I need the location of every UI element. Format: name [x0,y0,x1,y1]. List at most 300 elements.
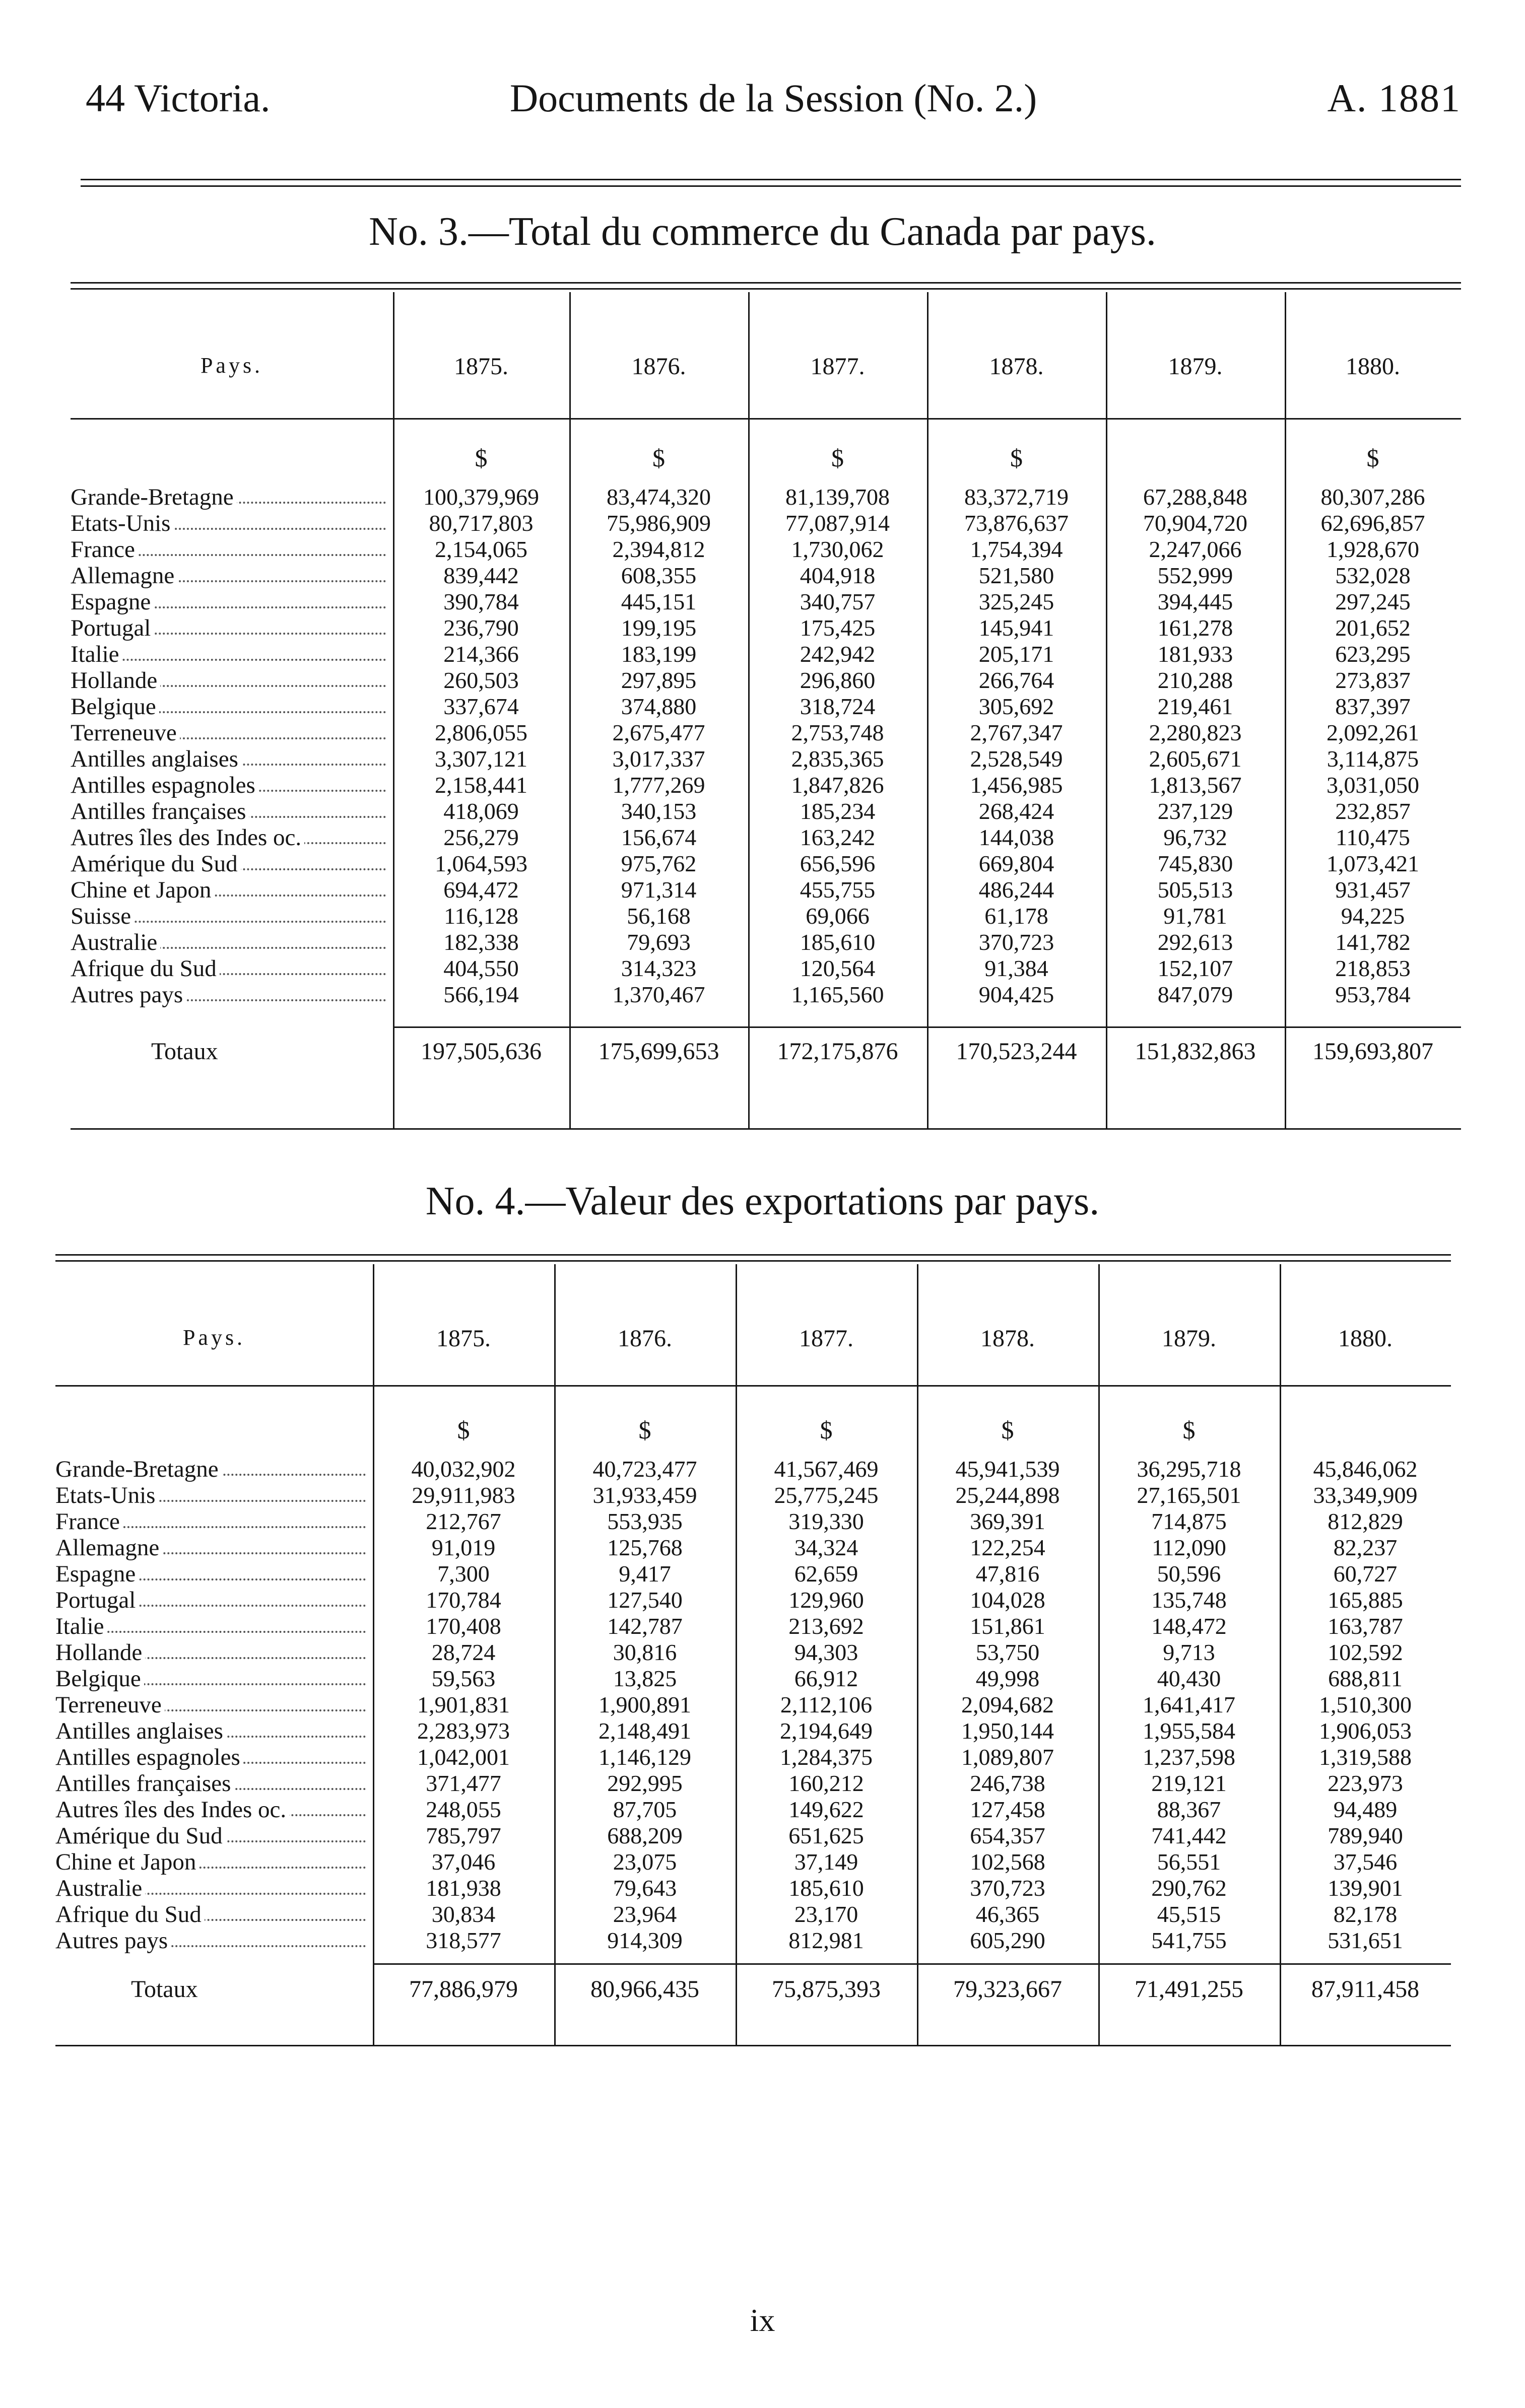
country-name [71,641,386,667]
value-cell: 163,787 [1328,1613,1403,1639]
value-cell: 60,727 [1333,1561,1398,1587]
currency-symbol: $ [638,1416,651,1444]
value-cell: 102,592 [1328,1639,1403,1665]
value-cell: 292,995 [607,1770,683,1796]
value-cell: 79,693 [627,929,691,955]
country-label: Espagne [71,589,154,614]
value-cell: 812,829 [1328,1508,1403,1534]
value-cell: 1,900,891 [599,1692,691,1717]
value-cell: 81,139,708 [785,484,890,510]
country-name [71,824,386,850]
year-header: 1876. [631,353,686,380]
value-cell: 2,528,549 [970,746,1063,772]
year-header: 1876. [618,1325,672,1352]
country-label: Allemagne [71,563,177,588]
value-cell: 242,942 [800,641,876,667]
value-cell: 214,366 [443,641,519,667]
value-cell: 1,950,144 [961,1718,1054,1744]
value-cell: 40,723,477 [592,1456,697,1482]
value-cell: 9,417 [619,1561,671,1587]
page-header [86,76,1461,131]
country-label: Etats-Unis [71,510,173,536]
value-cell: 812,981 [788,1928,864,1953]
value-cell: 1,777,269 [612,772,705,798]
country-name [55,1587,366,1613]
value-cell: 219,121 [1151,1770,1227,1796]
table4-title: No. 4.—Valeur des exportations par pays. [425,1179,1100,1223]
totals-label: Totaux [131,1976,198,2003]
value-cell: 340,757 [800,589,876,614]
value-cell: 789,940 [1328,1823,1403,1848]
currency-symbol: $ [1182,1416,1196,1444]
country-name [55,1613,366,1639]
value-cell: 1,165,560 [791,982,884,1007]
value-cell: 67,288,848 [1143,484,1247,510]
year-header: 1878. [980,1325,1035,1352]
value-cell: 688,209 [607,1823,683,1848]
country-label: France [55,1508,123,1534]
value-cell: 1,510,300 [1319,1692,1412,1717]
value-cell: 2,767,347 [970,720,1063,745]
country-label: Amérique du Sud [55,1823,226,1848]
value-cell: 100,379,969 [423,484,539,510]
value-cell: 66,912 [794,1666,858,1691]
value-cell: 2,094,682 [961,1692,1054,1717]
value-cell: 149,622 [788,1797,864,1822]
value-cell: 1,906,053 [1319,1718,1412,1744]
value-cell: 2,280,823 [1149,720,1242,745]
value-cell: 1,813,567 [1149,772,1242,798]
value-cell: 45,941,539 [955,1456,1060,1482]
page-number: ix [750,2302,775,2338]
value-cell: 914,309 [607,1928,683,1953]
value-cell: 94,225 [1341,903,1405,929]
country-label: Belgique [71,694,159,719]
value-cell: 205,171 [978,641,1054,667]
value-cell: 82,237 [1333,1535,1398,1560]
total-value: 175,699,653 [598,1038,719,1065]
value-cell: 2,247,066 [1149,536,1242,562]
bottom-rule [55,2045,1451,2046]
country-label: Grande-Bretagne [55,1456,222,1482]
value-cell: 56,168 [627,903,691,929]
value-cell: 56,551 [1157,1849,1221,1875]
value-cell: 9,713 [1163,1639,1215,1665]
value-cell: 141,782 [1335,929,1411,955]
currency-symbol: $ [1001,1416,1014,1444]
value-cell: 46,365 [975,1901,1040,1927]
value-cell: 2,154,065 [435,536,527,562]
country-name [55,1796,366,1822]
value-cell: 541,755 [1151,1928,1227,1953]
country-name [55,1927,366,1953]
value-cell: 28,724 [431,1639,496,1665]
value-cell: 127,540 [607,1587,683,1613]
value-cell: 23,075 [613,1849,677,1875]
value-cell: 318,724 [800,694,876,719]
country-label: Antilles anglaises [71,746,241,772]
country-label: Antilles espagnoles [55,1744,243,1770]
country-name [55,1770,366,1796]
table4 [55,1254,1451,2070]
value-cell: 181,933 [1157,641,1233,667]
value-cell: 80,717,803 [429,510,534,536]
currency-symbol: $ [475,444,488,472]
value-cell: 837,397 [1335,694,1411,719]
value-cell: 445,151 [621,589,697,614]
value-cell: 144,038 [978,824,1054,850]
value-cell: 45,846,062 [1313,1456,1418,1482]
value-cell: 41,567,469 [774,1456,879,1482]
table3 [71,282,1461,1148]
value-cell: 394,445 [1157,589,1233,614]
bottom-rule [71,1128,1461,1130]
country-label: Australie [55,1875,145,1901]
country-name [71,850,386,876]
value-cell: 273,837 [1335,667,1411,693]
value-cell: 36,295,718 [1137,1456,1241,1482]
value-cell: 553,935 [607,1508,683,1534]
country-name [55,1508,366,1534]
value-cell: 260,503 [443,667,519,693]
value-cell: 145,941 [978,615,1054,641]
value-cell: 125,768 [607,1535,683,1560]
country-name [55,1534,366,1560]
year-header: 1879. [1168,353,1223,380]
value-cell: 785,797 [426,1823,501,1848]
total-value: 71,491,255 [1135,1976,1243,2003]
value-cell: 102,568 [970,1849,1045,1875]
value-cell: 741,442 [1151,1823,1227,1848]
value-cell: 91,384 [984,955,1048,981]
year-header: 1879. [1162,1325,1216,1352]
year-header: 1880. [1338,1325,1393,1352]
value-cell: 40,430 [1157,1666,1221,1691]
value-cell: 79,643 [613,1875,677,1901]
country-name [55,1456,366,1482]
currency-symbol: $ [820,1416,833,1444]
value-cell: 94,303 [794,1639,858,1665]
country-name [55,1560,366,1587]
value-cell: 62,659 [794,1561,858,1587]
value-cell: 390,784 [443,589,519,614]
value-cell: 7,300 [437,1561,490,1587]
year-header: 1875. [436,1325,491,1352]
value-cell: 13,825 [613,1666,677,1691]
value-cell: 232,857 [1335,798,1411,824]
country-label: Portugal [71,615,154,641]
value-cell: 1,730,062 [791,536,884,562]
country-name [71,745,386,772]
value-cell: 135,748 [1151,1587,1227,1613]
value-cell: 2,194,649 [780,1718,873,1744]
total-value: 197,505,636 [421,1038,542,1065]
country-name [71,981,386,1007]
value-cell: 2,394,812 [612,536,705,562]
value-cell: 369,391 [970,1508,1045,1534]
value-cell: 931,457 [1335,877,1411,903]
value-cell: 318,577 [426,1928,501,1953]
value-cell: 73,876,637 [964,510,1069,536]
value-cell: 91,781 [1163,903,1227,929]
currency-symbol: $ [1010,444,1023,472]
value-cell: 88,367 [1157,1797,1221,1822]
value-cell: 83,474,320 [607,484,711,510]
country-label: Amérique du Sud [71,851,241,876]
value-cell: 223,973 [1328,1770,1403,1796]
value-cell: 49,998 [975,1666,1040,1691]
value-cell: 248,055 [426,1797,501,1822]
totals-rule [373,1963,1451,1965]
value-cell: 404,550 [443,955,519,981]
value-cell: 290,762 [1151,1875,1227,1901]
value-cell: 370,723 [970,1875,1045,1901]
value-cell: 82,178 [1333,1901,1398,1927]
country-label: Espagne [55,1561,139,1587]
value-cell: 37,546 [1333,1849,1398,1875]
country-label: Autres îles des Indes oc. [71,824,304,850]
currency-symbol: $ [457,1416,470,1444]
country-name [55,1901,366,1927]
country-label: Chine et Japon [71,877,214,903]
value-cell: 210,288 [1157,667,1233,693]
country-label: Italie [55,1613,107,1639]
value-cell: 182,338 [443,929,519,955]
country-name [71,614,386,641]
value-cell: 185,610 [800,929,876,955]
country-label: Chine et Japon [55,1849,199,1875]
value-cell: 170,784 [426,1587,501,1613]
value-cell: 305,692 [978,694,1054,719]
country-label: Suisse [71,903,134,929]
country-name [71,484,386,510]
country-name [71,510,386,536]
value-cell: 31,933,459 [592,1482,697,1508]
value-cell: 80,307,286 [1320,484,1425,510]
value-cell: 1,073,421 [1327,851,1419,876]
value-cell: 297,245 [1335,589,1411,614]
value-cell: 129,960 [788,1587,864,1613]
value-cell: 30,816 [613,1639,677,1665]
country-label: Hollande [71,667,160,693]
value-cell: 2,806,055 [435,720,527,745]
value-cell: 953,784 [1335,982,1411,1007]
country-column-header: Pays. [200,353,263,378]
value-cell: 30,834 [431,1901,496,1927]
value-cell: 2,753,748 [791,720,884,745]
header-rule-1 [81,179,1461,180]
year-header: 1877. [810,353,865,380]
value-cell: 3,114,875 [1327,746,1419,772]
header-rule [55,1385,1451,1387]
value-cell: 246,738 [970,1770,1045,1796]
value-cell: 37,046 [431,1849,496,1875]
session-title: Documents de la Session (No. 2.) [509,76,1037,120]
value-cell: 654,357 [970,1823,1045,1848]
country-label: Terreneuve [71,720,180,745]
value-cell: 521,580 [978,563,1054,588]
value-cell: 181,938 [426,1875,501,1901]
country-name [71,536,386,562]
value-cell: 59,563 [431,1666,496,1691]
value-cell: 605,290 [970,1928,1045,1953]
country-name [71,955,386,981]
value-cell: 1,064,593 [435,851,527,876]
value-cell: 219,461 [1157,694,1233,719]
value-cell: 29,911,983 [412,1482,515,1508]
value-cell: 337,674 [443,694,519,719]
value-cell: 53,750 [975,1639,1040,1665]
value-cell: 236,790 [443,615,519,641]
value-cell: 296,860 [800,667,876,693]
value-cell: 623,295 [1335,641,1411,667]
value-cell: 1,928,670 [1327,536,1419,562]
value-cell: 2,148,491 [599,1718,691,1744]
value-cell: 25,775,245 [774,1482,879,1508]
value-cell: 314,323 [621,955,697,981]
value-cell: 1,237,598 [1143,1744,1235,1770]
value-cell: 120,564 [800,955,876,981]
value-cell: 1,847,826 [791,772,884,798]
value-cell: 33,349,909 [1313,1482,1418,1508]
country-name [55,1691,366,1717]
value-cell: 971,314 [621,877,697,903]
country-name [71,876,386,903]
value-cell: 404,918 [800,563,876,588]
value-cell: 1,456,985 [970,772,1063,798]
value-cell: 23,964 [613,1901,677,1927]
value-cell: 94,489 [1333,1797,1398,1822]
value-cell: 47,816 [975,1561,1040,1587]
country-name [55,1744,366,1770]
value-cell: 2,112,106 [780,1692,873,1717]
value-cell: 151,861 [970,1613,1045,1639]
value-cell: 608,355 [621,563,697,588]
top-rule-2 [71,288,1461,290]
country-name [55,1848,366,1875]
country-name [55,1717,366,1744]
value-cell: 160,212 [788,1770,864,1796]
country-name [71,588,386,614]
value-cell: 185,234 [800,798,876,824]
value-cell: 975,762 [621,851,697,876]
country-label: France [71,536,138,562]
year-header: 1880. [1346,353,1400,380]
value-cell: 201,652 [1335,615,1411,641]
country-label: Afrique du Sud [55,1901,205,1927]
value-cell: 552,999 [1157,563,1233,588]
country-label: Antilles anglaises [55,1718,226,1744]
value-cell: 25,244,898 [955,1482,1060,1508]
country-label: Hollande [55,1639,145,1665]
totals-rule [393,1026,1461,1028]
value-cell: 1,319,588 [1319,1744,1412,1770]
total-value: 159,693,807 [1312,1038,1433,1065]
value-cell: 91,019 [431,1535,496,1560]
value-cell: 165,885 [1328,1587,1403,1613]
total-value: 77,886,979 [409,1976,518,2003]
value-cell: 694,472 [443,877,519,903]
value-cell: 1,901,831 [417,1692,510,1717]
value-cell: 199,195 [621,615,697,641]
value-cell: 651,625 [788,1823,864,1848]
total-value: 151,832,863 [1135,1038,1256,1065]
reign-year: 44 Victoria. [86,76,271,120]
year-header: 1875. [454,353,508,380]
value-cell: 455,755 [800,877,876,903]
country-label: Belgique [55,1666,144,1691]
value-cell: 3,307,121 [435,746,527,772]
value-cell: 745,830 [1157,851,1233,876]
total-value: 170,523,244 [956,1038,1077,1065]
table3-title: No. 3.—Total du commerce du Canada par pays. [369,210,1156,254]
value-cell: 656,596 [800,851,876,876]
total-value: 80,966,435 [590,1976,699,2003]
currency-symbol: $ [1366,444,1379,472]
value-cell: 714,875 [1151,1508,1227,1534]
value-cell: 45,515 [1157,1901,1221,1927]
value-cell: 23,170 [794,1901,858,1927]
value-cell: 75,986,909 [607,510,711,536]
value-cell: 2,158,441 [435,772,527,798]
value-cell: 292,613 [1157,929,1233,955]
value-cell: 531,651 [1328,1928,1403,1953]
value-cell: 27,165,501 [1137,1482,1241,1508]
currency-symbol: $ [652,444,665,472]
value-cell: 2,605,671 [1149,746,1242,772]
value-cell: 2,283,973 [417,1718,510,1744]
value-cell: 37,149 [794,1849,858,1875]
country-label: Autres pays [55,1928,171,1953]
value-cell: 1,284,375 [780,1744,873,1770]
document-year: A. 1881 [1327,76,1461,120]
value-cell: 237,129 [1157,798,1233,824]
value-cell: 2,092,261 [1327,720,1419,745]
value-cell: 83,372,719 [964,484,1069,510]
value-cell: 185,610 [788,1875,864,1901]
value-cell: 2,675,477 [612,720,705,745]
country-name [71,929,386,955]
value-cell: 77,087,914 [785,510,890,536]
country-name [55,1822,366,1848]
value-cell: 1,089,807 [961,1744,1054,1770]
value-cell: 96,732 [1163,824,1227,850]
country-label: Portugal [55,1587,139,1613]
country-label: Antilles françaises [55,1770,234,1796]
value-cell: 218,853 [1335,955,1411,981]
value-cell: 1,955,584 [1143,1718,1235,1744]
value-cell: 3,017,337 [612,746,705,772]
country-column-header: Pays. [182,1325,246,1350]
value-cell: 163,242 [800,824,876,850]
top-rule-1 [71,282,1461,284]
country-label: Antilles espagnoles [71,772,258,798]
country-name [55,1665,366,1691]
value-cell: 1,146,129 [599,1744,691,1770]
value-cell: 847,079 [1157,982,1233,1007]
country-label: Australie [71,929,160,955]
value-cell: 3,031,050 [1327,772,1419,798]
value-cell: 70,904,720 [1143,510,1247,536]
country-label: Terreneuve [55,1692,165,1717]
top-rule-2 [55,1260,1451,1262]
value-cell: 1,042,001 [417,1744,510,1770]
top-rule-1 [55,1254,1451,1256]
header-rule [71,418,1461,420]
value-cell: 839,442 [443,563,519,588]
value-cell: 142,787 [607,1613,683,1639]
country-name [71,667,386,693]
